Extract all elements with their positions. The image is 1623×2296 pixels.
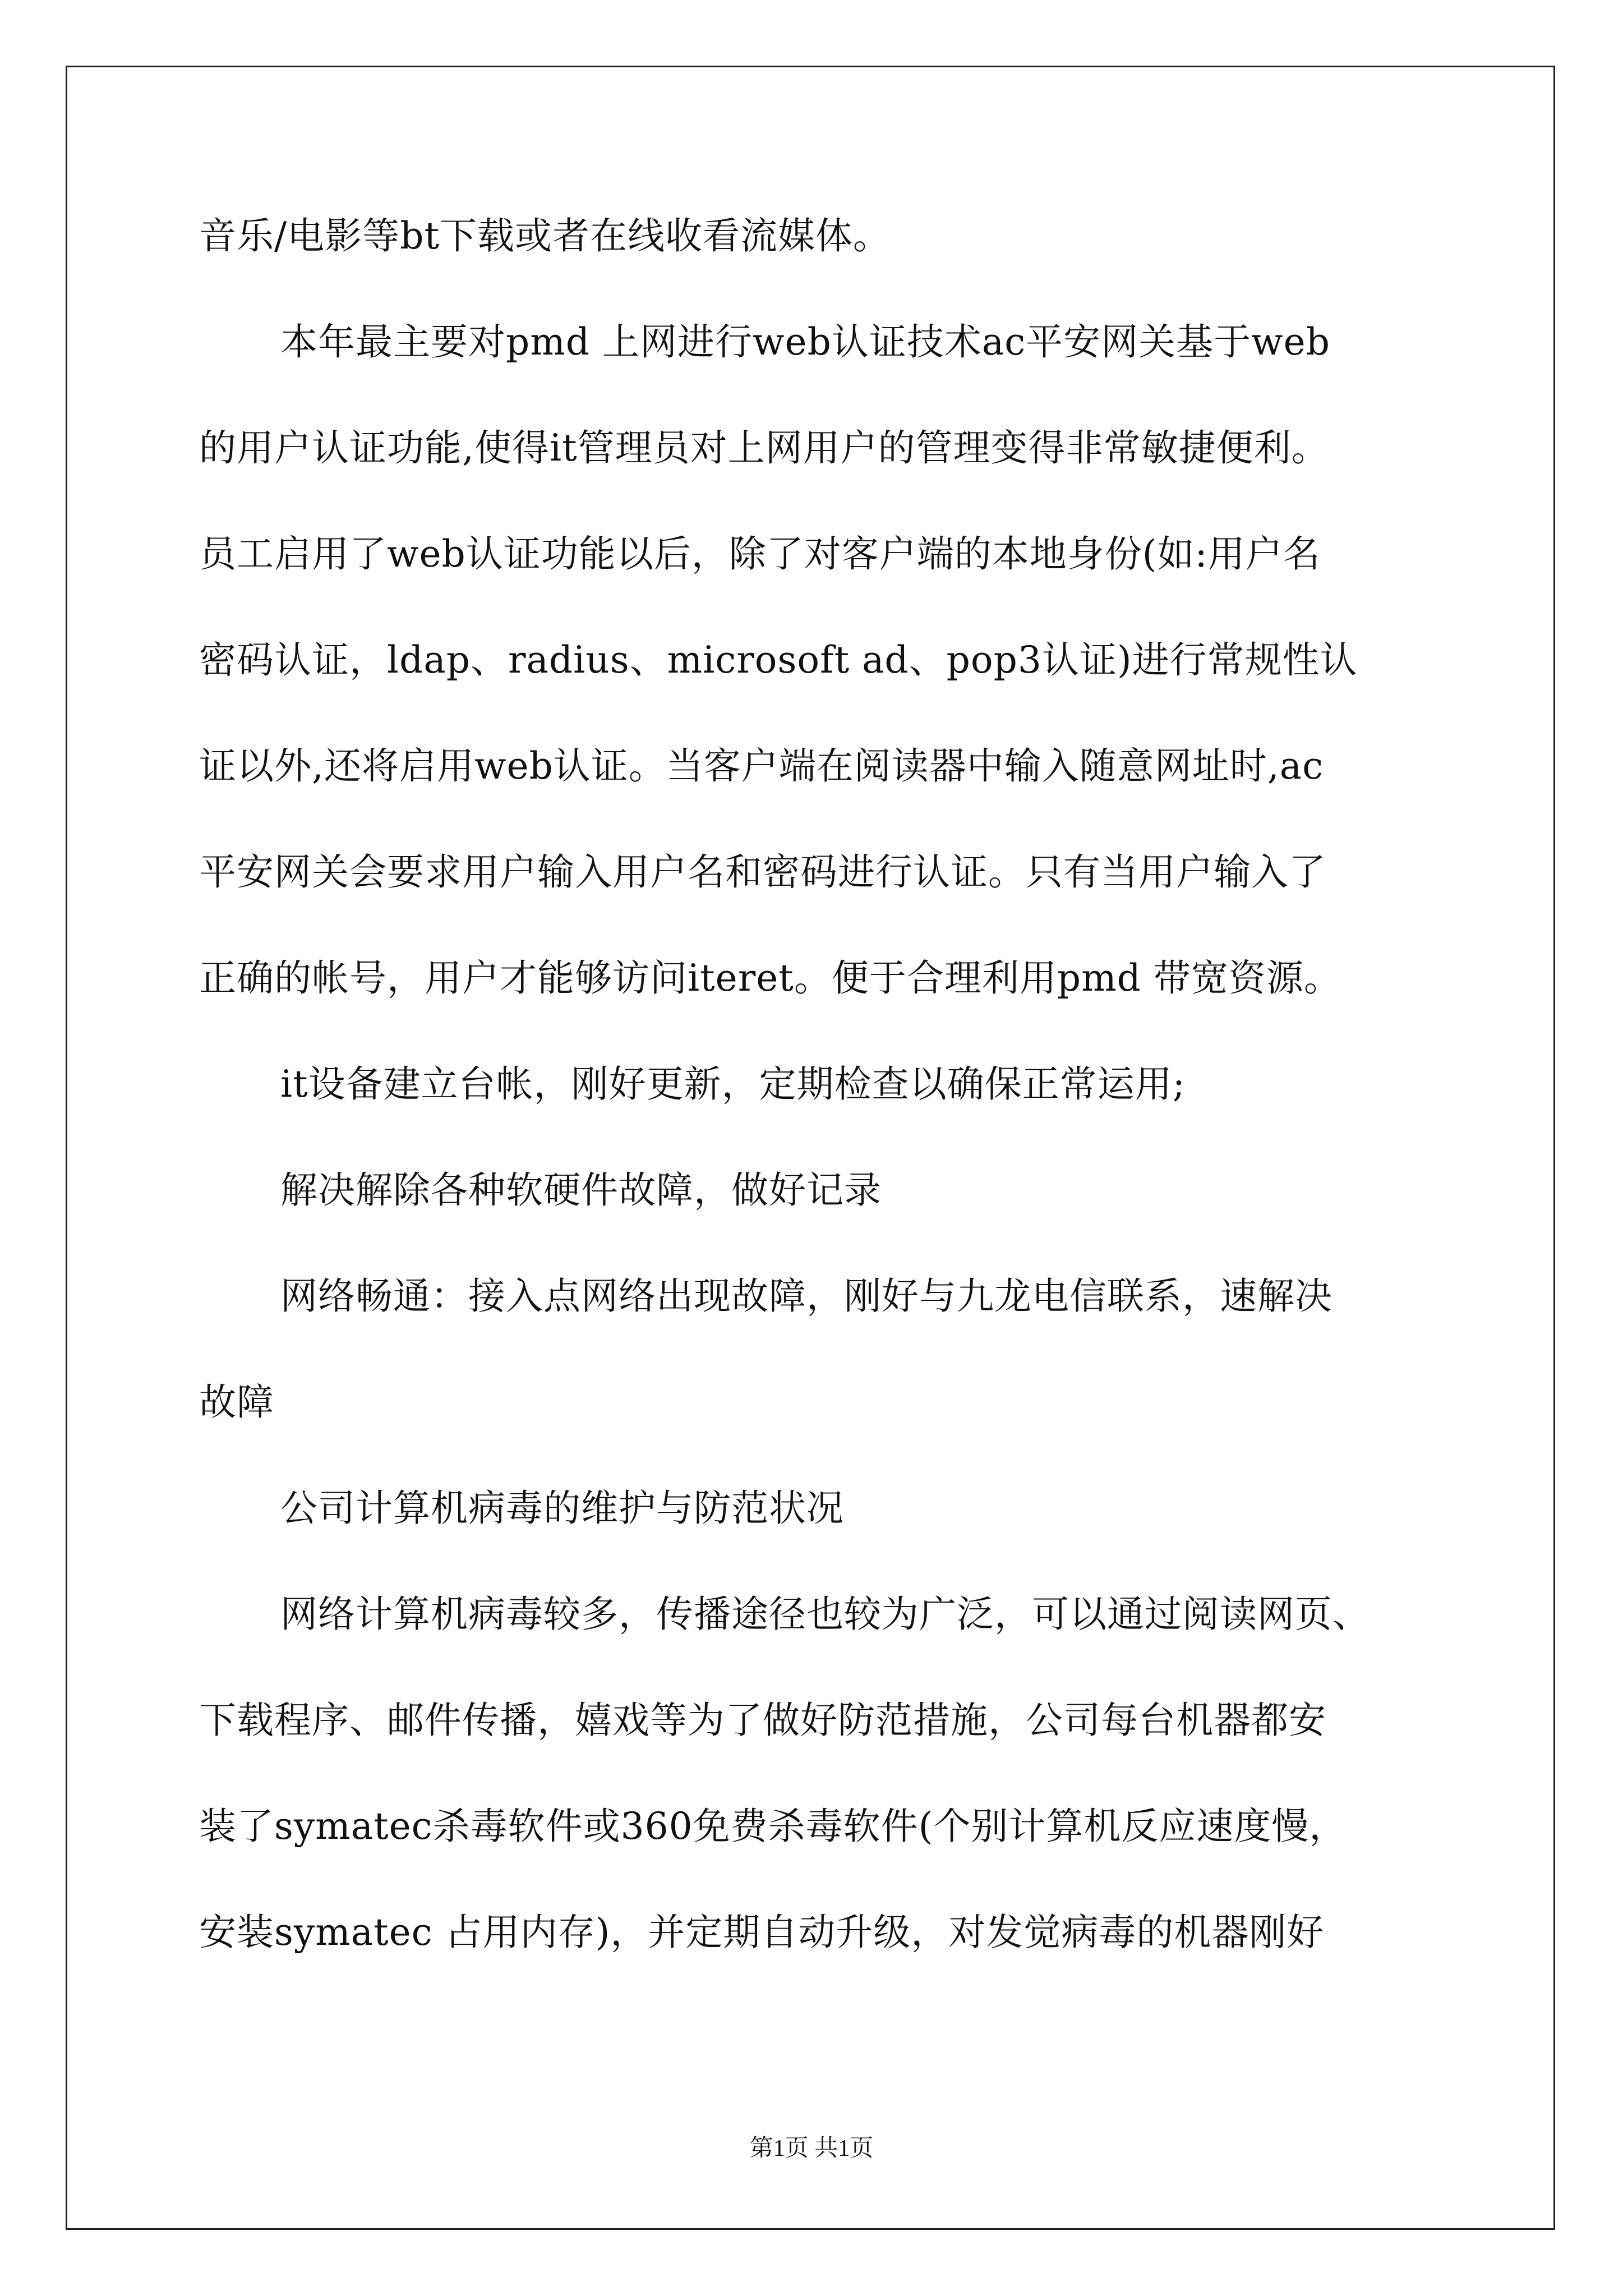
text-line-17: 安装symatec 占用内存)，并定期自动升级，对发觉病毒的机器刚好: [199, 1911, 1325, 1954]
text-line-12: 故障: [199, 1381, 274, 1424]
text-line-11: 网络畅通：接入点网络出现故障，刚好与九龙电信联系，速解决: [280, 1274, 1332, 1318]
text-line-4: 员工启用了web认证功能以后，除了对客户端的本地身份(如:用户名: [199, 532, 1321, 576]
text-line-5: 密码认证，ldap、radius、microsoft ad、pop3认证)进行常规性认: [199, 638, 1358, 682]
text-line-2: 本年最主要对pmd 上网进行web认证技术ac平安网关基于web: [280, 320, 1330, 364]
text-line-15: 下载程序、邮件传播，嬉戏等为了做好防范措施，公司每台机器都安: [199, 1699, 1326, 1742]
text-line-10: 解决解除各种软硬件故障，做好记录: [280, 1168, 882, 1212]
text-line-6: 证以外,还将启用web认证。当客户端在阅读器中输入随意网址时,ac: [199, 744, 1324, 788]
text-line-3: 的用户认证功能,使得it管理员对上网用户的管理变得非常敏捷便利。: [199, 426, 1329, 470]
text-line-8: 正确的帐号，用户才能够访问iteret。便于合理利用pmd 带宽资源。: [199, 956, 1341, 1000]
text-line-16: 装了symatec杀毒软件或360免费杀毒软件(个别计算机反应速度慢，: [199, 1805, 1347, 1848]
text-line-7: 平安网关会要求用户输入用户名和密码进行认证。只有当用户输入了: [199, 850, 1326, 894]
text-line-1: 音乐/电影等bt下载或者在线收看流媒体。: [199, 214, 891, 257]
text-line-13: 公司计算机病毒的维护与防范状况: [280, 1487, 844, 1530]
page-footer: 第1页 共1页: [749, 2136, 874, 2161]
text-line-14: 网络计算机病毒较多，传播途径也较为广泛，可以通过阅读网页、: [280, 1593, 1370, 1636]
text-line-9: it设备建立台帐，刚好更新，定期检查以确保正常运用;: [280, 1062, 1186, 1106]
document-body: [199, 214, 1438, 2025]
